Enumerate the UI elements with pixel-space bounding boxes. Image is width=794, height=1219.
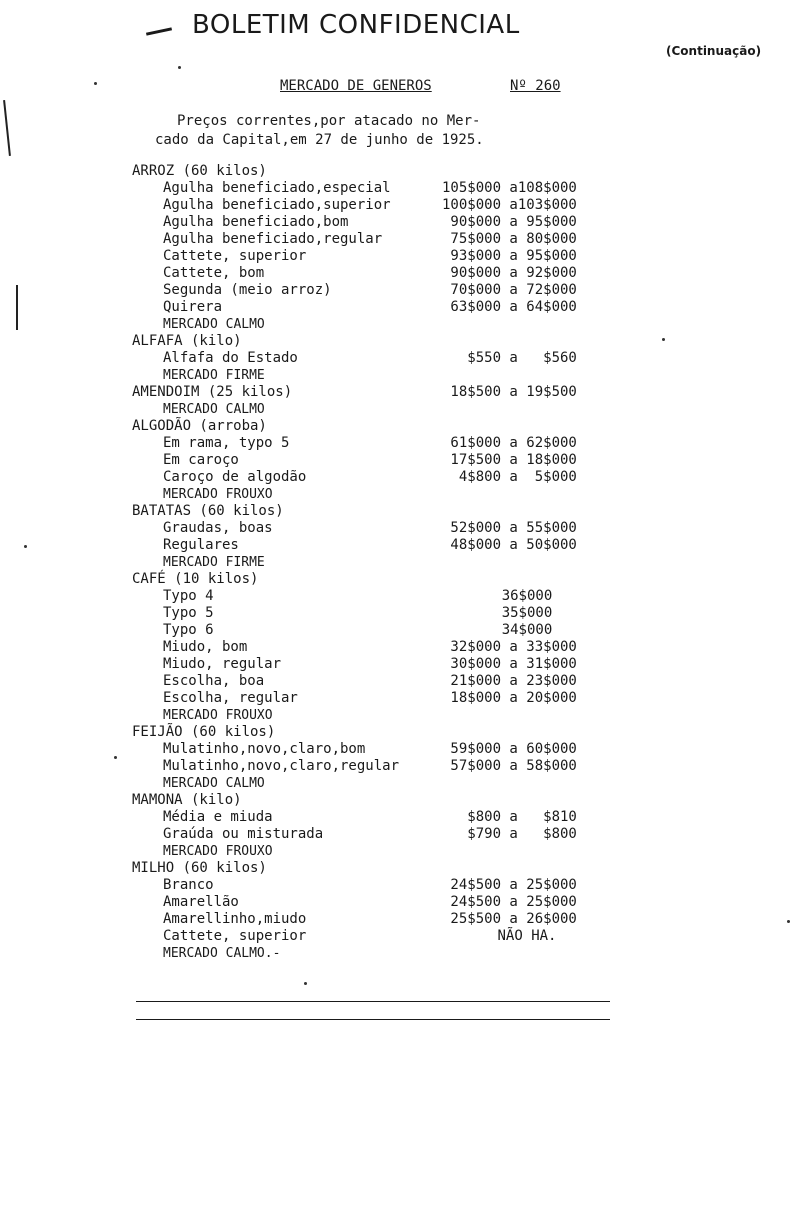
price-list xyxy=(132,163,632,962)
price-row xyxy=(132,877,632,894)
category-name: ALFAFA (kilo) xyxy=(132,333,242,349)
product-name: Média e miuda xyxy=(163,809,273,825)
divider-line xyxy=(136,1019,610,1020)
category-heading xyxy=(132,163,632,180)
issue-number: Nº 260 xyxy=(510,78,561,94)
intro-line-2: cado da Capital,em 27 de junho de 1925. xyxy=(155,132,484,148)
price-row xyxy=(132,231,632,248)
product-price: 90$000 a 95$000 xyxy=(442,214,577,230)
category-name: MILHO (60 kilos) xyxy=(132,860,267,876)
market-status: MERCADO CALMO xyxy=(163,402,265,417)
scan-speck xyxy=(662,338,665,341)
product-name: Agulha beneficiado,especial xyxy=(163,180,391,196)
product-name: Amarellão xyxy=(163,894,239,910)
product-name: Amarellinho,miudo xyxy=(163,911,307,927)
product-price: 90$000 a 92$000 xyxy=(442,265,577,281)
product-name: Caroço de algodão xyxy=(163,469,307,485)
scan-mark xyxy=(3,100,11,156)
price-row xyxy=(132,248,632,265)
product-name: Agulha beneficiado,bom xyxy=(163,214,349,230)
market-status: MERCADO FIRME xyxy=(163,555,265,570)
product-price: 59$000 a 60$000 xyxy=(442,741,577,757)
product-price: 93$000 a 95$000 xyxy=(442,248,577,264)
continuation-note: (Continuação) xyxy=(666,44,762,58)
product-price: 21$000 a 23$000 xyxy=(442,673,577,689)
product-price: 100$000 a103$000 xyxy=(442,197,577,213)
price-row xyxy=(132,758,632,775)
category-heading xyxy=(132,571,632,588)
price-row xyxy=(132,452,632,469)
category-heading xyxy=(132,418,632,435)
product-name: Cattete, bom xyxy=(163,265,265,281)
price-row xyxy=(132,180,632,197)
product-price: 32$000 a 33$000 xyxy=(442,639,577,655)
intro-paragraph xyxy=(155,112,595,150)
price-row xyxy=(132,928,632,945)
price-row xyxy=(132,826,632,843)
product-price: $550 a $560 xyxy=(442,350,577,366)
category-name: AMENDOIM (25 kilos) xyxy=(132,384,293,400)
price-row xyxy=(132,299,632,316)
section-heading: MERCADO DE GENEROS xyxy=(280,78,432,94)
category-heading xyxy=(132,503,632,520)
product-name: Em rama, typo 5 xyxy=(163,435,290,451)
product-price: $800 a $810 xyxy=(442,809,577,825)
product-name: Segunda (meio arroz) xyxy=(163,282,332,298)
scan-mark xyxy=(16,285,18,330)
product-price: 70$000 a 72$000 xyxy=(442,282,577,298)
product-name: Agulha beneficiado,regular xyxy=(163,231,383,247)
category-heading xyxy=(132,384,632,401)
category-name: MAMONA (kilo) xyxy=(132,792,242,808)
product-name: Agulha beneficiado,superior xyxy=(163,197,391,213)
price-row xyxy=(132,214,632,231)
product-price: 61$000 a 62$000 xyxy=(442,435,577,451)
price-row xyxy=(132,520,632,537)
category-price: 18$500 a 19$500 xyxy=(442,384,577,400)
market-status: MERCADO CALMO xyxy=(163,776,265,791)
product-price: $790 a $800 xyxy=(442,826,577,842)
category-heading xyxy=(132,333,632,350)
price-row xyxy=(132,197,632,214)
product-name: Graudas, boas xyxy=(163,520,273,536)
product-name: Branco xyxy=(163,877,214,893)
price-row xyxy=(132,656,632,673)
product-name: Cattete, superior xyxy=(163,928,307,944)
product-price: 4$800 a 5$000 xyxy=(442,469,577,485)
market-status: MERCADO FROUXO xyxy=(163,844,273,859)
price-row xyxy=(132,690,632,707)
product-name: Regulares xyxy=(163,537,239,553)
scan-speck xyxy=(114,756,117,759)
scan-speck xyxy=(304,982,307,985)
category-name: BATATAS (60 kilos) xyxy=(132,503,284,519)
product-price: NÃO HA. xyxy=(497,928,557,944)
product-name: Miudo, regular xyxy=(163,656,282,672)
product-price: 18$000 a 20$000 xyxy=(442,690,577,706)
product-price: 34$000 xyxy=(501,622,553,638)
price-row xyxy=(132,469,632,486)
category-heading xyxy=(132,860,632,877)
category-heading xyxy=(132,792,632,809)
product-price: 17$500 a 18$000 xyxy=(442,452,577,468)
price-row xyxy=(132,435,632,452)
price-row xyxy=(132,622,632,639)
category-name: CAFÉ (10 kilos) xyxy=(132,571,259,587)
price-row xyxy=(132,350,632,367)
product-name: Escolha, boa xyxy=(163,673,265,689)
product-name: Typo 4 xyxy=(163,588,214,604)
product-price: 30$000 a 31$000 xyxy=(442,656,577,672)
market-status: MERCADO CALMO xyxy=(163,317,265,332)
product-price: 57$000 a 58$000 xyxy=(442,758,577,774)
market-status: MERCADO FROUXO xyxy=(163,487,273,502)
market-status: MERCADO CALMO.- xyxy=(163,946,281,961)
product-name: Miudo, bom xyxy=(163,639,248,655)
scan-speck xyxy=(94,82,97,85)
category-name: ARROZ (60 kilos) xyxy=(132,163,267,179)
product-price: 48$000 a 50$000 xyxy=(442,537,577,553)
price-row xyxy=(132,741,632,758)
product-name: Quirera xyxy=(163,299,223,315)
market-status: MERCADO FROUXO xyxy=(163,708,273,723)
price-row xyxy=(132,537,632,554)
product-name: Typo 6 xyxy=(163,622,214,638)
title-dash xyxy=(146,27,172,35)
product-price: 35$000 xyxy=(501,605,553,621)
scan-speck xyxy=(787,920,790,923)
bulletin-title: BOLETIM CONFIDENCIAL xyxy=(192,10,520,40)
intro-line-1: Preços correntes,por atacado no Mer- xyxy=(177,113,481,129)
price-row xyxy=(132,282,632,299)
category-name: FEIJÃO (60 kilos) xyxy=(132,724,276,740)
product-price: 24$500 a 25$000 xyxy=(442,877,577,893)
category-name: ALGODÃO (arroba) xyxy=(132,418,267,434)
divider-line xyxy=(136,1001,610,1002)
product-name: Mulatinho,novo,claro,regular xyxy=(163,758,400,774)
product-price: 105$000 a108$000 xyxy=(442,180,577,196)
price-row xyxy=(132,265,632,282)
category-heading xyxy=(132,724,632,741)
price-row xyxy=(132,809,632,826)
market-status: MERCADO FIRME xyxy=(163,368,265,383)
product-price: 36$000 xyxy=(501,588,553,604)
price-row xyxy=(132,605,632,622)
product-name: Alfafa do Estado xyxy=(163,350,298,366)
price-row xyxy=(132,639,632,656)
product-price: 75$000 a 80$000 xyxy=(442,231,577,247)
product-price: 25$500 a 26$000 xyxy=(442,911,577,927)
product-name: Escolha, regular xyxy=(163,690,298,706)
price-row xyxy=(132,894,632,911)
product-name: Em caroço xyxy=(163,452,239,468)
price-row xyxy=(132,911,632,928)
product-name: Typo 5 xyxy=(163,605,214,621)
product-name: Graúda ou misturada xyxy=(163,826,324,842)
product-price: 63$000 a 64$000 xyxy=(442,299,577,315)
product-name: Mulatinho,novo,claro,bom xyxy=(163,741,366,757)
scan-speck xyxy=(178,66,181,69)
scan-speck xyxy=(24,545,27,548)
product-price: 52$000 a 55$000 xyxy=(442,520,577,536)
product-name: Cattete, superior xyxy=(163,248,307,264)
price-row xyxy=(132,588,632,605)
product-price: 24$500 a 25$000 xyxy=(442,894,577,910)
price-row xyxy=(132,673,632,690)
